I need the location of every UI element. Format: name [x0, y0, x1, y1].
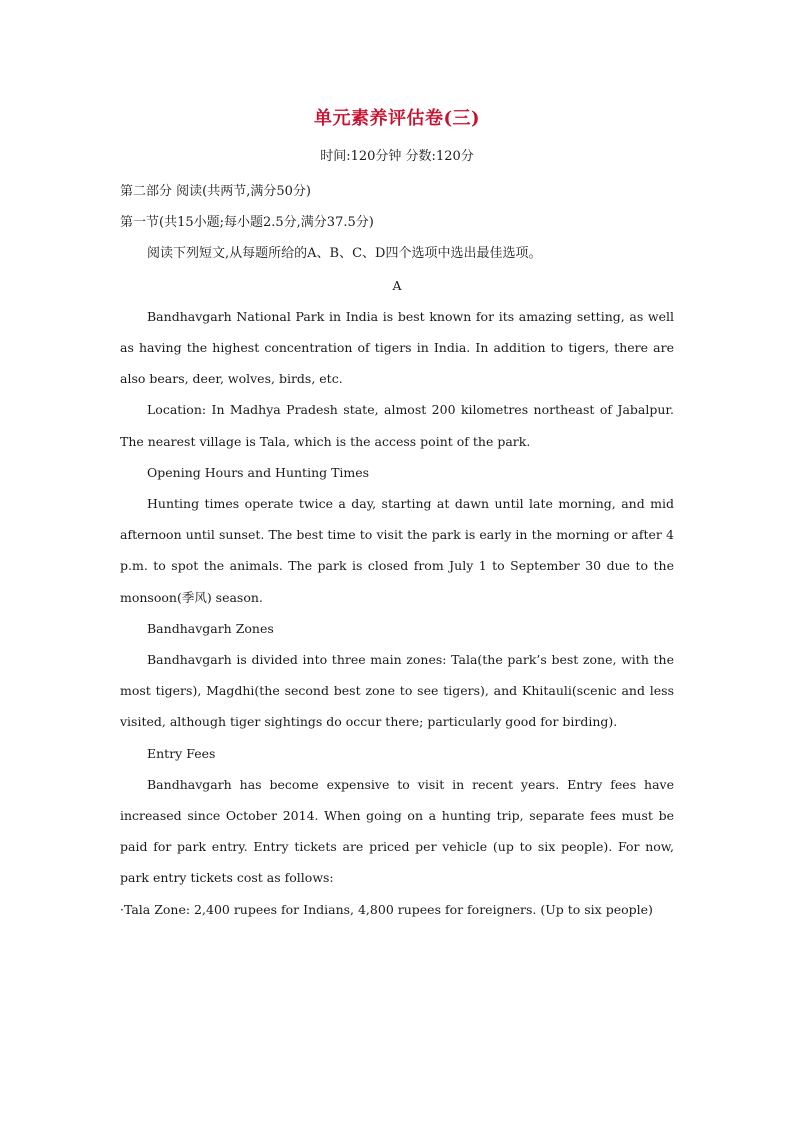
passage-location: Location: In Madhya Pradesh state, almost 200 kilometres northeast of Jabalpur. The nearest village is Tala, which is the access point of the park. — [120, 402, 674, 449]
document-body — [120, 176, 674, 925]
heading-opening-hours: Opening Hours and Hunting Times — [147, 464, 370, 480]
passage-label: A — [392, 277, 402, 293]
exam-meta: 时间:120分钟 分数:120分 — [320, 149, 474, 164]
passage-intro: Bandhavgarh National Park in India is best known for its amazing setting, as well as having the highest concentration of tigers in India. In addition to tigers, there are also bears, deer, wolves, birds, etc. — [120, 308, 674, 387]
passage-fees: Bandhavgarh has become expensive to visit in recent years. Entry fees have increased since October 2014. When going on a hunting trip, separate fees must be paid for park entry. Entry tickets are priced per vehicle (up to six people). For now, park entry tickets cost as follows: — [120, 776, 674, 886]
heading-zones: Bandhavgarh Zones — [147, 620, 274, 636]
subsection-heading: 第一节(共15小题;每小题2.5分,满分37.5分) — [120, 215, 374, 231]
section-part-heading: 第二部分 阅读(共两节,满分50分) — [120, 184, 311, 199]
bullet-tala-zone: ·Tala Zone: 2,400 rupees for Indians, 4,800 rupees for foreigners. (Up to six people) — [120, 901, 653, 917]
page-title: 单元素养评估卷(三) — [313, 108, 481, 129]
passage-zones: Bandhavgarh is divided into three main zones: Tala(the park’s best zone, with the most tigers), Magdhi(the second best zone to see tigers), and Khitauli(scenic and less visited, although tiger sightings do occur there; particularly good for birding). — [120, 652, 674, 730]
heading-entry-fees: Entry Fees — [147, 745, 216, 761]
instruction-text: 阅读下列短文,从每题所给的A、B、C、D四个选项中选出最佳选项。 — [147, 246, 542, 262]
passage-hours: Hunting times operate twice a day, starting at dawn until late morning, and mid afternoon until sunset. The best time to visit the park is early in the morning or after 4 p.m. to spot the animals. The park is closed from July 1 to September 30 due to the monsoon(季风) season. — [120, 496, 674, 605]
